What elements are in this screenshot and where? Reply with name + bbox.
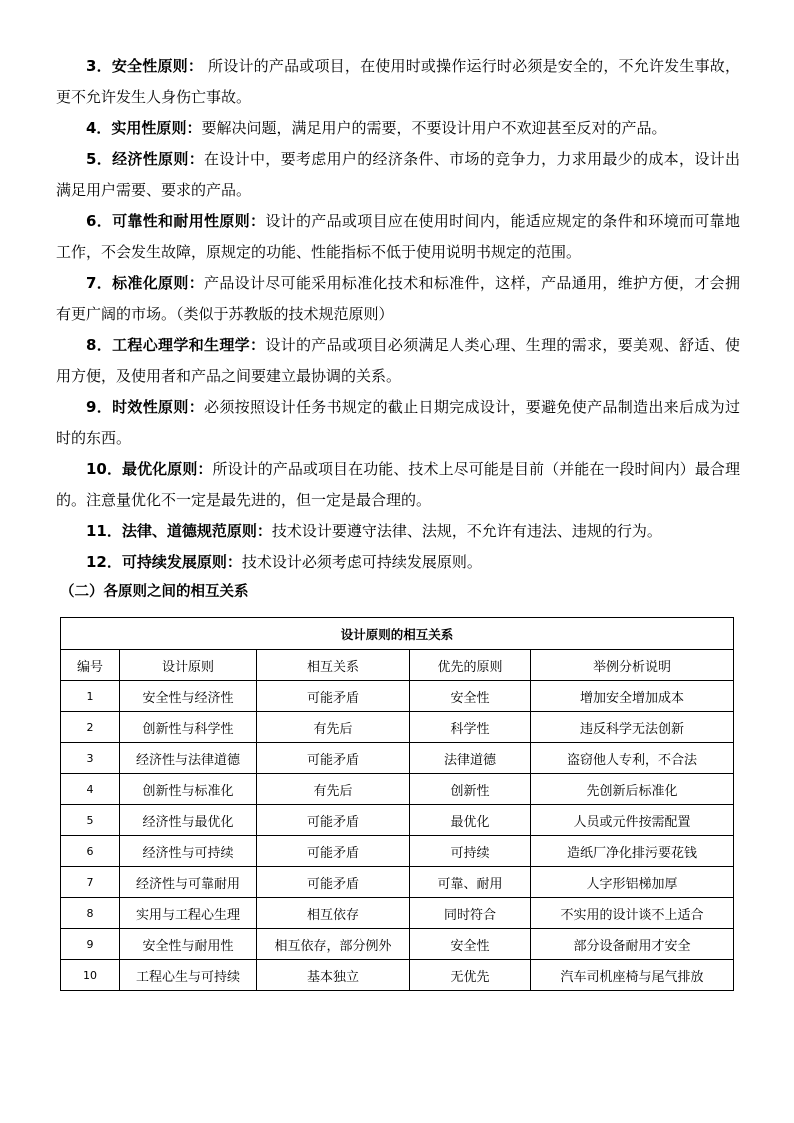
principle-text: 设计的产品或项目应在使用时间内，能适应规定的条件和环境而可靠地工作，不会发生故障，原规定的功能、性能指标不低于使用说明书规定的范围。 [56,212,740,261]
principle-5 [56,144,740,206]
principle-title: 8．工程心理学和生理学： [86,336,266,354]
principle-pair: 安全性与经济性 [120,681,257,712]
principle-title: 9．时效性原则： [86,398,205,416]
principle-title: 6．可靠性和耐用性原则： [86,212,266,230]
principle-12 [56,547,740,578]
row-number: 8 [61,898,120,929]
row-number: 5 [61,805,120,836]
table-row [61,743,734,774]
priority-principle: 最优化 [410,805,531,836]
principle-title: 3．安全性原则： [86,57,204,75]
priority-principle: 法律道德 [410,743,531,774]
row-number: 2 [61,712,120,743]
example: 违反科学无法创新 [531,712,734,743]
relation: 可能矛盾 [257,867,410,898]
priority-principle: 创新性 [410,774,531,805]
table-row [61,681,734,712]
row-number: 6 [61,836,120,867]
relation: 可能矛盾 [257,743,410,774]
principle-10 [56,454,740,516]
principle-pair: 实用与工程心生理 [120,898,257,929]
principle-title: 12．可持续发展原则： [86,553,242,571]
principle-pair: 安全性与耐用性 [120,929,257,960]
priority-principle: 安全性 [410,929,531,960]
relation: 相互依存 [257,898,410,929]
row-number: 7 [61,867,120,898]
row-number: 9 [61,929,120,960]
principle-pair: 经济性与可持续 [120,836,257,867]
priority-principle: 同时符合 [410,898,531,929]
table-caption: 设计原则的相互关系 [61,618,734,650]
row-number: 4 [61,774,120,805]
principle-pair: 创新性与标准化 [120,774,257,805]
priority-principle: 可持续 [410,836,531,867]
row-number: 1 [61,681,120,712]
relation: 可能矛盾 [257,836,410,867]
principle-pair: 创新性与科学性 [120,712,257,743]
principle-6 [56,206,740,268]
column-header: 设计原则 [120,650,257,681]
priority-principle: 安全性 [410,681,531,712]
principle-title: 10．最优化原则： [86,460,213,478]
principle-3 [56,51,740,113]
column-header: 举例分析说明 [531,650,734,681]
principles-relation-table [60,617,734,991]
principle-pair: 经济性与可靠耐用 [120,867,257,898]
principle-text: 技术设计必须考虑可持续发展原则。 [241,553,482,571]
column-header: 优先的原则 [410,650,531,681]
relation: 基本独立 [257,960,410,991]
table-row [61,836,734,867]
row-number: 10 [61,960,120,991]
principle-pair: 工程心生与可持续 [120,960,257,991]
principle-9 [56,392,740,454]
example: 人字形铝梯加厚 [531,867,734,898]
column-header: 编号 [61,650,120,681]
relation: 有先后 [257,774,410,805]
principle-title: 11．法律、道德规范原则： [86,522,272,540]
principle-text: 设计的产品或项目必须满足人类心理、生理的需求，要美观、舒适、使用方便，及使用者和产品之间要建立最协调的关系。 [56,336,740,385]
example: 先创新后标准化 [531,774,734,805]
relation: 可能矛盾 [257,805,410,836]
table-row [61,867,734,898]
example: 汽车司机座椅与尾气排放 [531,960,734,991]
table-row [61,805,734,836]
relation: 有先后 [257,712,410,743]
table-row [61,712,734,743]
relation: 可能矛盾 [257,681,410,712]
section-heading: （二）各原则之间的相互关系 [60,584,249,600]
principle-text: 在设计中，要考虑用户的经济条件、市场的竞争力，力求用最少的成本，设计出满足用户需要、要求的产品。 [56,150,740,199]
document-body [56,51,740,606]
example: 部分设备耐用才安全 [531,929,734,960]
example: 盗窃他人专利，不合法 [531,743,734,774]
priority-principle: 科学性 [410,712,531,743]
example: 造纸厂净化排污要花钱 [531,836,734,867]
principle-title: 5．经济性原则： [86,150,205,168]
principle-text: 产品设计尽可能采用标准化技术和标准件，这样，产品通用，维护方便，才会拥有更广阔的市场。（类似于苏教版的技术规范原则） [56,274,740,323]
principle-7 [56,268,740,330]
principle-text: 所设计的产品或项目，在使用时或操作运行时必须是安全的，不允许发生事故，更不允许发生人身伤亡事故。 [56,57,740,106]
table-row [61,929,734,960]
principle-text: 必须按照设计任务书规定的截止日期完成设计，要避免使产品制造出来后成为过时的东西。 [56,398,740,447]
table-row [61,960,734,991]
example: 增加安全增加成本 [531,681,734,712]
table-header-row [61,650,734,681]
principle-8 [56,330,740,392]
table-caption-row [61,618,734,650]
table-row [61,774,734,805]
row-number: 3 [61,743,120,774]
principle-pair: 经济性与法律道德 [120,743,257,774]
principle-title: 4．实用性原则： [86,119,202,137]
principle-pair: 经济性与最优化 [120,805,257,836]
column-header: 相互关系 [257,650,410,681]
example: 不实用的设计谈不上适合 [531,898,734,929]
principle-text: 技术设计要遵守法律、法规，不允许有违法、违规的行为。 [271,522,662,540]
principle-title: 7．标准化原则： [86,274,205,292]
priority-principle: 可靠、耐用 [410,867,531,898]
example: 人员或元件按需配置 [531,805,734,836]
principle-text: 要解决问题，满足用户的需要，不要设计用户不欢迎甚至反对的产品。 [201,119,667,137]
principle-4 [56,113,740,144]
relation: 相互依存，部分例外 [257,929,410,960]
table-row [61,898,734,929]
principle-text: 所设计的产品或项目在功能、技术上尽可能是目前（并能在一段时间内）最合理的。注意量优化不一定是最先进的，但一定是最合理的。 [56,460,740,509]
principle-11 [56,516,740,547]
priority-principle: 无优先 [410,960,531,991]
